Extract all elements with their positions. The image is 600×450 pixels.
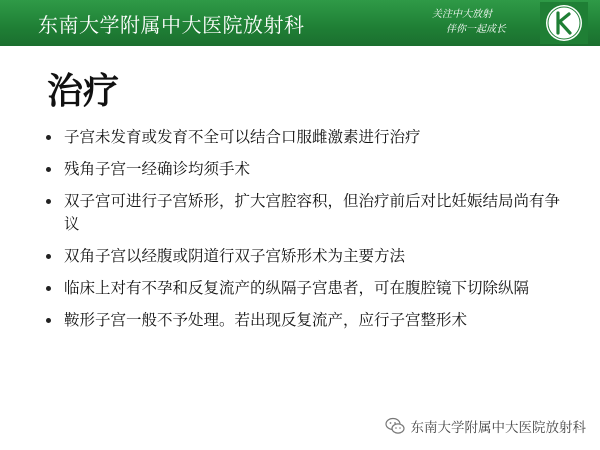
- bullet-item: [44, 158, 574, 181]
- watermark-text: 东南大学附属中大医院放射科: [410, 420, 586, 436]
- slide-title: 治疗: [47, 71, 120, 112]
- bullet-text: 子宫未发育或发育不全可以结合口服雌激素进行治疗: [64, 128, 421, 146]
- bullet-text: 鞍形子宫一般不予处理。若出现反复流产，应行子宫整形术: [64, 311, 468, 329]
- bullet-item: [44, 245, 574, 268]
- bullet-text: 双角子宫以经腹或阴道行双子宫矫形术为主要方法: [64, 247, 406, 265]
- bullet-text: 残角子宫一经确诊均须手术: [64, 160, 251, 178]
- watermark: [385, 416, 587, 436]
- bullet-dot-icon: [46, 318, 51, 323]
- bullet-item: [44, 190, 574, 236]
- wechat-icon: [385, 417, 405, 435]
- bullet-item: [44, 309, 574, 332]
- bullet-item: [44, 126, 574, 149]
- bullet-dot-icon: [46, 286, 51, 291]
- header-bar: [0, 0, 600, 46]
- header-title: 东南大学附属中大医院放射科: [38, 13, 305, 37]
- bullet-list: [44, 126, 574, 341]
- bullet-dot-icon: [46, 135, 51, 140]
- bullet-item: [44, 277, 574, 300]
- bullet-text: 临床上对有不孕和反复流产的纵隔子宫患者，可在腹腔镜下切除纵隔: [64, 279, 530, 297]
- hospital-logo-icon: [540, 2, 588, 44]
- header-slogan: [432, 7, 522, 37]
- slogan-line-1: 关注中大放射: [432, 9, 492, 20]
- bullet-dot-icon: [46, 254, 51, 259]
- slogan-line-2: 伴你一起成长: [446, 24, 506, 35]
- bullet-dot-icon: [46, 167, 51, 172]
- bullet-text: 双子宫可进行子宫矫形，扩大宫腔容积，但治疗前后对比妊娠结局尚有争议: [64, 192, 561, 233]
- bullet-dot-icon: [46, 199, 51, 204]
